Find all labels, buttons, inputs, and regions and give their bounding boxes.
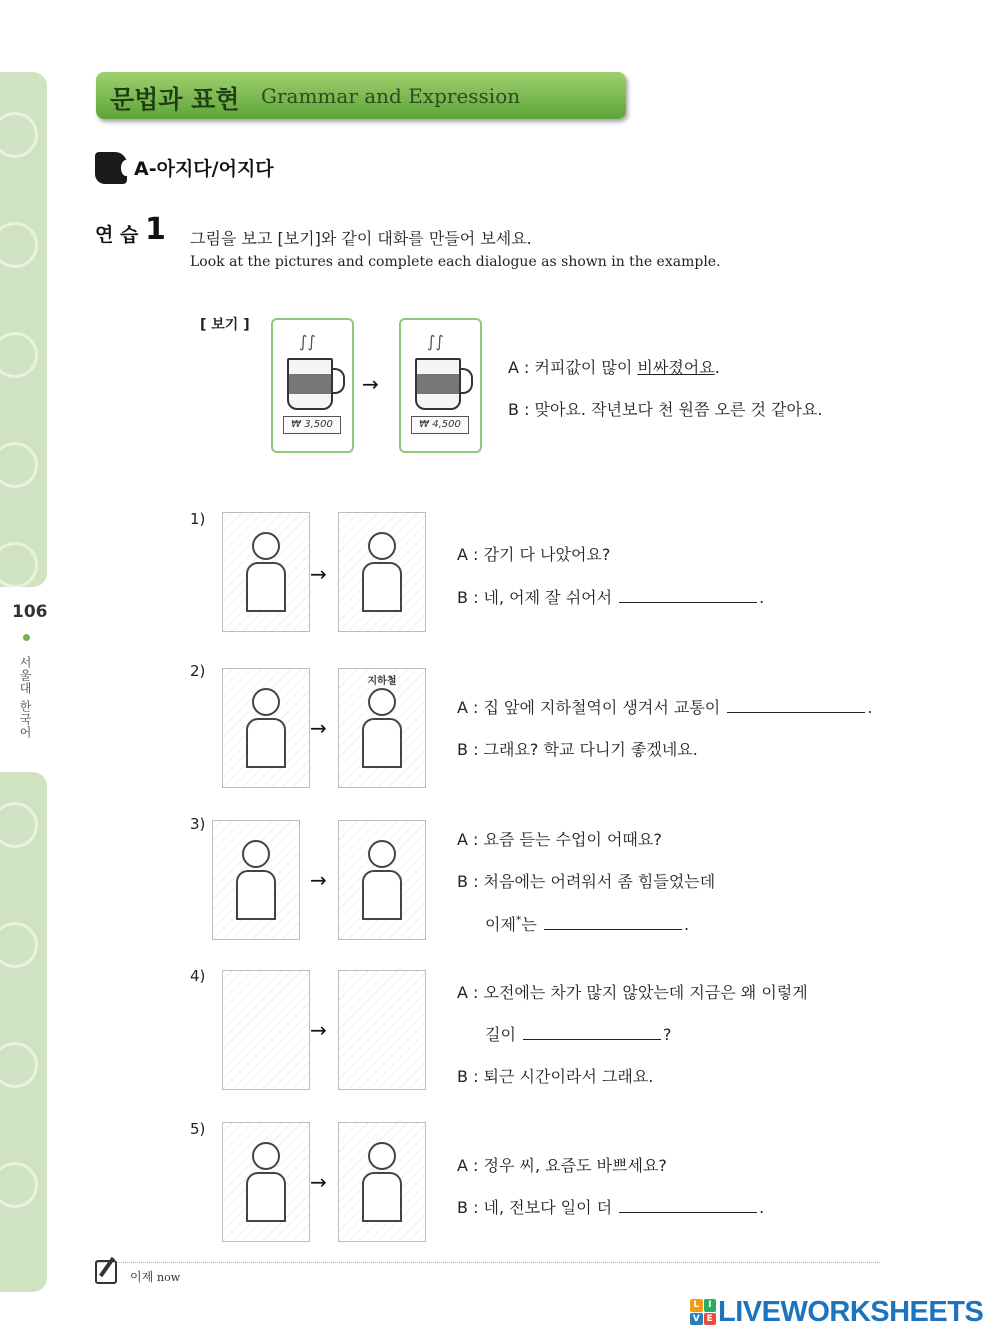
swirl-pattern-icon [0, 332, 38, 378]
book-title: 서울대 한국어 [18, 656, 32, 739]
answer-blank-2[interactable] [727, 712, 865, 713]
item-4-line-a: A : 오전에는 차가 많지 않았는데 지금은 왜 이렇게 [457, 983, 808, 1002]
item-number: 2) [190, 662, 206, 680]
swirl-pattern-icon [0, 922, 38, 968]
price-tag-after: ₩ 4,500 [411, 416, 469, 434]
item-number: 4) [190, 967, 206, 985]
picture-sick-in-bed [222, 512, 310, 632]
practice-number: 1 [145, 212, 166, 247]
example-label: [ 보기 ] [200, 317, 250, 333]
logo-letter: V [690, 1313, 703, 1326]
brand-text: LIVEWORKSHEETS [718, 1296, 984, 1328]
example-answer: 비싸졌어요 [637, 358, 715, 377]
item-5-line-b: B : 네, 전보다 일이 더 . [457, 1198, 765, 1217]
coffee-mug-icon [287, 358, 333, 410]
swirl-pattern-icon [0, 112, 38, 158]
steam-icon: ∫∫ [299, 332, 316, 351]
picture-office-busy [338, 1122, 426, 1242]
picture-traffic-jam [338, 970, 426, 1090]
swirl-pattern-icon [0, 222, 38, 268]
picture-bus-stop [222, 668, 310, 788]
picture-office-calm [222, 1122, 310, 1242]
item-2-line-a: A : 집 앞에 지하철역이 생겨서 교통이 . [457, 698, 873, 717]
instruction-english: Look at the pictures and complete each dialogue as shown in the example. [190, 254, 721, 270]
item-number: 5) [190, 1120, 206, 1138]
picture-subway [338, 668, 426, 788]
swirl-pattern-icon [0, 442, 38, 488]
answer-blank-3[interactable] [544, 929, 682, 930]
logo-letter: L [690, 1299, 703, 1312]
swirl-pattern-icon [0, 1042, 38, 1088]
item-3-line-c: 이제*는 . [485, 913, 690, 934]
item-1-line-b: B : 네, 어제 잘 쉬어서 . [457, 588, 765, 607]
arrow-right-icon: → [310, 1018, 327, 1042]
item-2-line-b: B : 그래요? 학교 다니기 좋겠네요. [457, 740, 698, 759]
vocab-note-mark: * [515, 913, 522, 927]
example-picture-after [399, 318, 482, 453]
item-1-line-a: A : 감기 다 나았어요? [457, 545, 611, 564]
answer-blank-4[interactable] [523, 1039, 661, 1040]
footer-divider [95, 1262, 880, 1263]
arrow-right-icon: → [310, 868, 327, 892]
picture-empty-road [222, 970, 310, 1090]
swirl-pattern-icon [0, 542, 38, 587]
header-banner [96, 72, 626, 119]
logo-letter: E [704, 1313, 717, 1326]
answer-blank-5[interactable] [619, 1212, 757, 1213]
item-number: 1) [190, 510, 206, 528]
section-title: A-아지다/어지다 [134, 158, 274, 180]
item-number: 3) [190, 815, 206, 833]
example-line-b: B : 맞아요. 작년보다 천 원쯤 오른 것 같아요. [508, 400, 823, 419]
banner-title-ko: 문법과 표현 [110, 85, 240, 114]
example-line-a: A : 커피값이 많이 비싸졌어요. [508, 358, 720, 377]
arrow-right-icon: → [310, 716, 327, 740]
picture-stretching [338, 512, 426, 632]
pen-brush-icon [95, 152, 127, 184]
item-4-line-a2: 길이 ? [485, 1025, 672, 1044]
answer-blank-1[interactable] [619, 602, 757, 603]
item-3-line-a: A : 요즘 듣는 수업이 어때요? [457, 830, 662, 849]
arrow-right-icon: → [310, 562, 327, 586]
steam-icon: ∫∫ [427, 332, 444, 351]
swirl-pattern-icon [0, 1162, 38, 1208]
picture-class-confused [212, 820, 300, 940]
price-tag-before: ₩ 3,500 [283, 416, 341, 434]
vocab-note: 이제 now [130, 1270, 181, 1284]
arrow-right-icon: → [310, 1170, 327, 1194]
instruction-korean: 그림을 보고 [보기]와 같이 대화를 만들어 보세요. [190, 229, 532, 248]
page-number: 106 [12, 602, 48, 622]
item-3-line-b: B : 처음에는 어려워서 좀 힘들었는데 [457, 872, 716, 891]
arrow-right-icon: → [362, 372, 379, 396]
swirl-pattern-icon [0, 802, 38, 848]
item-5-line-a: A : 정우 씨, 요즘도 바쁘세요? [457, 1156, 667, 1175]
liveworksheets-logo-icon [690, 1299, 716, 1325]
banner-title-en: Grammar and Expression [261, 84, 521, 108]
page-dot-icon [23, 634, 30, 641]
practice-label: 연 습 [95, 224, 139, 246]
coffee-mug-icon [415, 358, 461, 410]
side-decoration-bottom [0, 772, 47, 1292]
item-4-line-b: B : 퇴근 시간이라서 그래요. [457, 1067, 654, 1086]
logo-letter: I [704, 1299, 717, 1312]
example-picture-before [271, 318, 354, 453]
picture-class-smiling [338, 820, 426, 940]
side-decoration-top [0, 72, 47, 587]
note-pencil-icon [95, 1260, 117, 1284]
subway-sign: 지하철 [367, 676, 397, 687]
